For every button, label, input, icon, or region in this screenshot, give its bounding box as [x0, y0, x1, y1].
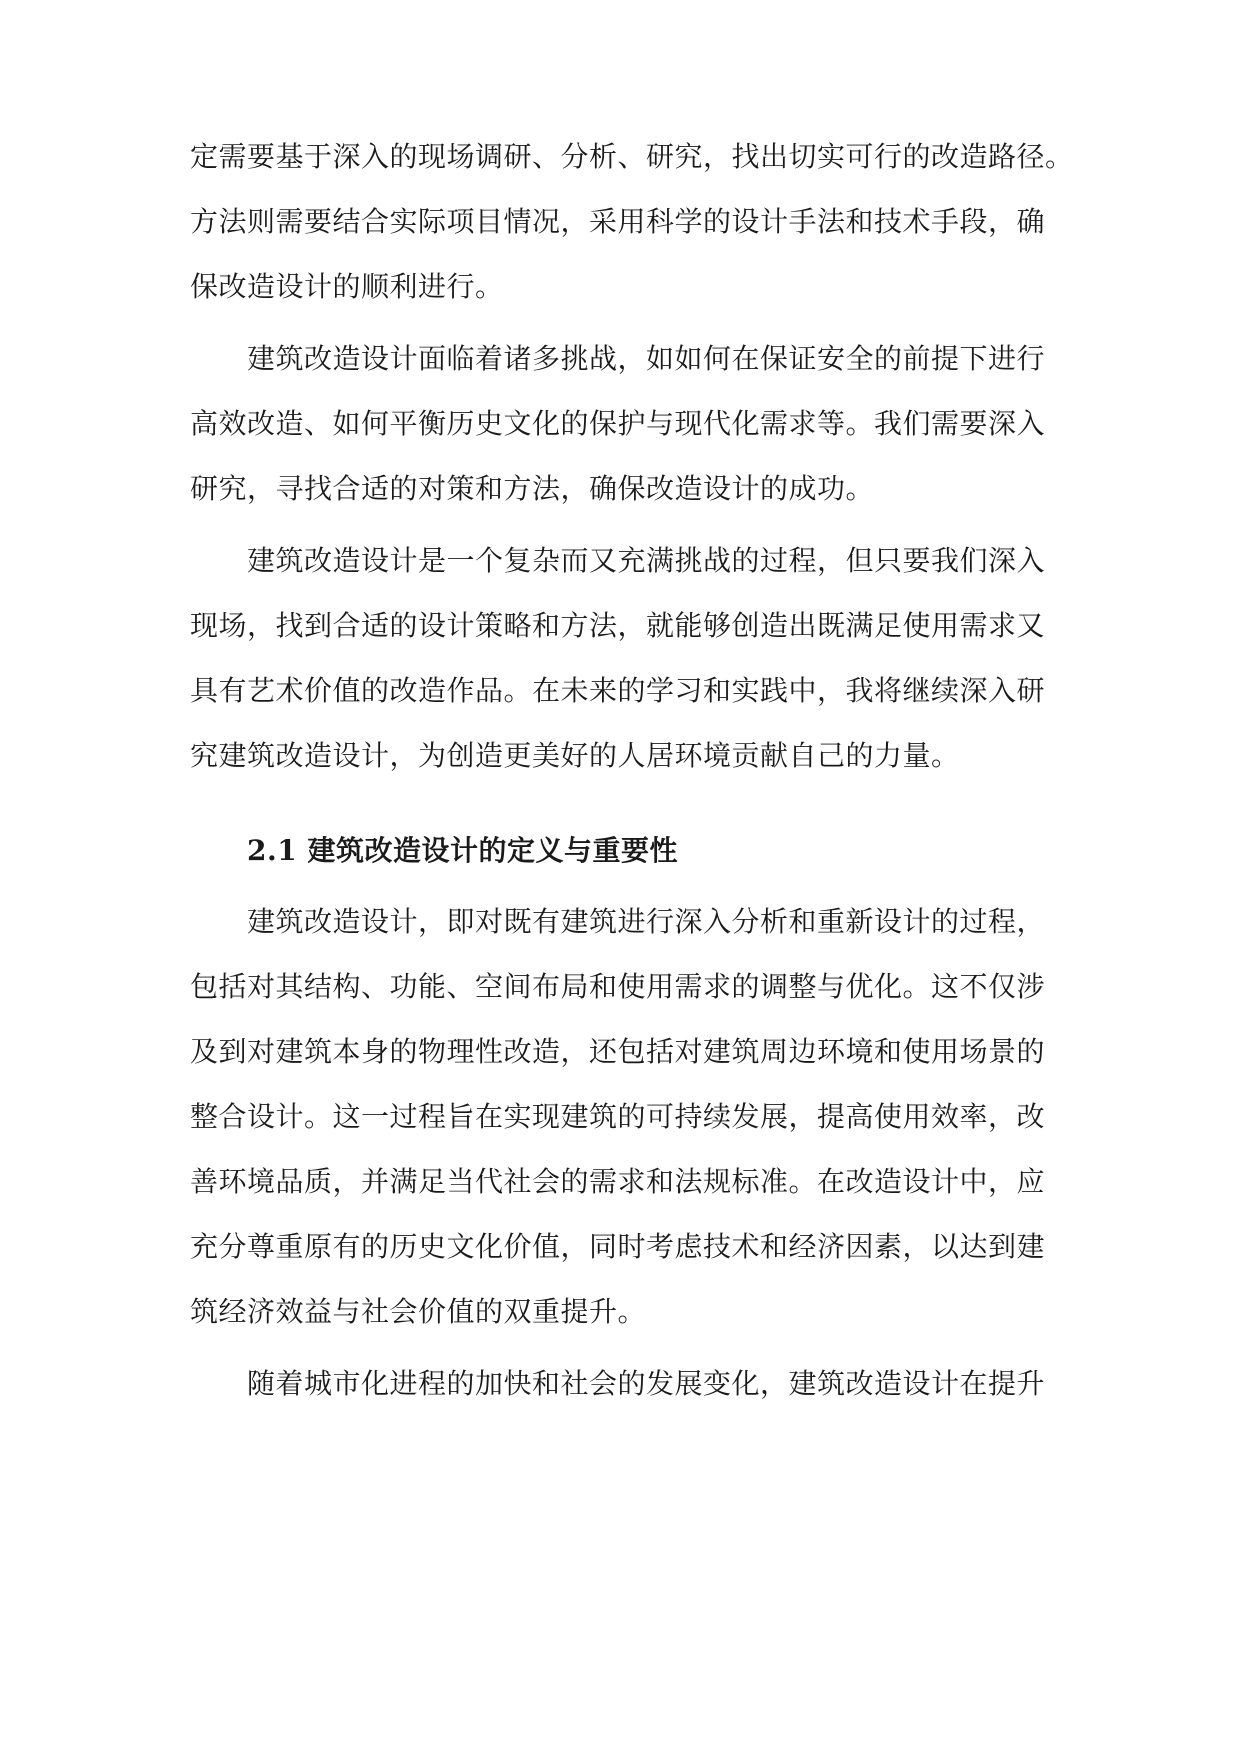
section-paragraph-2-line-1: 随着城市化进程的加快和社会的发展变化，建筑改造设计在提升 — [247, 1367, 1046, 1400]
paragraph-2-line-1: 建筑改造设计面临着诸多挑战，如如何在保证安全的前提下进行 — [247, 342, 1046, 375]
paragraph-2-line-2: 高效改造、如何平衡历史文化的保护与现代化需求等。我们需要深入 — [190, 407, 1046, 440]
paragraph-3-line-1: 建筑改造设计是一个复杂而又充满挑战的过程，但只要我们深入 — [247, 544, 1046, 577]
paragraph-1-line-2: 方法则需要结合实际项目情况，采用科学的设计手法和技术手段，确 — [190, 205, 1046, 238]
section-paragraph-1-line-6: 充分尊重原有的历史文化价值，同时考虑技术和经济因素，以达到建 — [190, 1230, 1046, 1263]
section-paragraph-1-line-2: 包括对其结构、功能、空间布局和使用需求的调整与优化。这不仅涉 — [190, 970, 1046, 1003]
paragraph-3-line-2: 现场，找到合适的设计策略和方法，就能够创造出既满足使用需求又 — [190, 609, 1046, 642]
paragraph-2-line-3: 研究，寻找合适的对策和方法，确保改造设计的成功。 — [190, 472, 875, 505]
section-paragraph-1-line-5: 善环境品质，并满足当代社会的需求和法规标准。在改造设计中，应 — [190, 1165, 1046, 1198]
paragraph-1-line-3: 保改造设计的顺利进行。 — [190, 270, 504, 303]
paragraph-3-line-4: 究建筑改造设计，为创造更美好的人居环境贡献自己的力量。 — [190, 739, 960, 772]
section-paragraph-1-line-3: 及到对建筑本身的物理性改造，还包括对建筑周边环境和使用场景的 — [190, 1035, 1046, 1068]
section-paragraph-1-line-1: 建筑改造设计，即对既有建筑进行深入分析和重新设计的过程， — [247, 905, 1046, 938]
section-paragraph-1-line-7: 筑经济效益与社会价值的双重提升。 — [190, 1295, 647, 1328]
section-paragraph-1-line-4: 整合设计。这一过程旨在实现建筑的可持续发展，提高使用效率，改 — [190, 1100, 1046, 1133]
paragraph-1-line-1: 定需要基于深入的现场调研、分析、研究，找出切实可行的改造路径。 — [190, 140, 1074, 173]
paragraph-3-line-3: 具有艺术价值的改造作品。在未来的学习和实践中，我将继续深入研 — [190, 674, 1046, 707]
section-heading: 2.1 建筑改造设计的定义与重要性 — [247, 834, 678, 867]
